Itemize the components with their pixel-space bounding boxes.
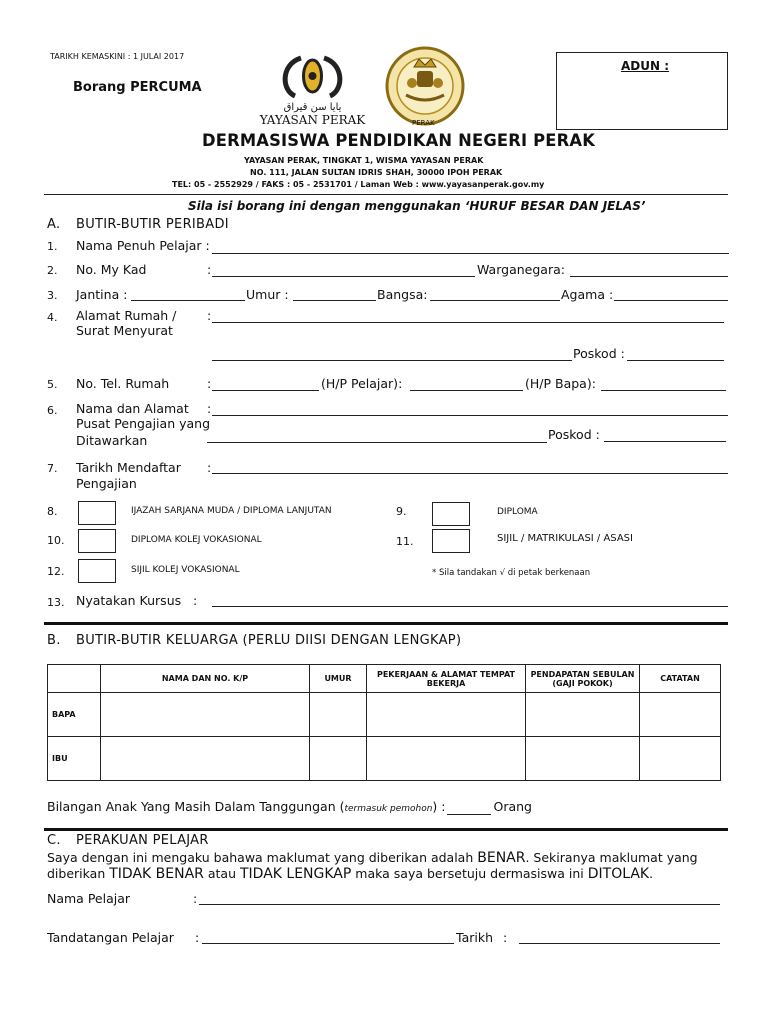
institution-field-2[interactable]	[207, 442, 547, 443]
institution-field-1[interactable]	[212, 415, 728, 416]
colon: :	[207, 262, 212, 277]
signature-label: Tandatangan Pelajar	[47, 930, 174, 945]
age-field[interactable]	[293, 300, 376, 301]
address-label-2: Surat Menyurat	[76, 323, 173, 338]
section-c-letter: C.	[47, 833, 61, 848]
age-label: Umur :	[246, 287, 289, 302]
yayasan-perak-logo	[255, 52, 370, 126]
colon: :	[193, 593, 198, 608]
address-line-2: NO. 111, JALAN SULTAN IDRIS SHAH, 30000 IPOH PERAK	[250, 168, 503, 177]
address-line-1: YAYASAN PERAK, TINGKAT 1, WISMA YAYASAN PERAK	[244, 156, 484, 165]
colon: :	[207, 308, 212, 323]
item-number: 6.	[47, 404, 58, 417]
register-date-label-2: Pengajian	[76, 476, 137, 491]
section-a-letter: A.	[47, 217, 61, 232]
option-sijil-kv-label: SIJIL KOLEJ VOKASIONAL	[131, 565, 240, 575]
mother-income-cell[interactable]	[526, 737, 640, 781]
father-name-cell[interactable]	[101, 693, 310, 737]
table-row	[48, 693, 721, 737]
father-hp-field[interactable]	[601, 390, 726, 391]
father-age-cell[interactable]	[310, 693, 367, 737]
citizenship-field[interactable]	[570, 276, 728, 277]
item-number: 3.	[47, 289, 58, 302]
religion-field[interactable]	[614, 300, 728, 301]
contact-line: TEL: 05 - 2552929 / FAKS : 05 - 2531701 / Laman Web : www.yayasanperak.gov.my	[172, 180, 545, 189]
dependents-field[interactable]	[447, 799, 491, 815]
institution-label: Nama dan Alamat	[76, 401, 189, 416]
table-header-row	[48, 665, 721, 693]
item-number: 8.	[47, 505, 58, 518]
mother-occupation-cell[interactable]	[367, 737, 526, 781]
declaration-emphasis: DITOLAK	[587, 866, 650, 882]
form-title: DERMASISWA PENDIDIKAN NEGERI PERAK	[202, 131, 596, 151]
table-header: NAMA DAN NO. K/P	[101, 665, 310, 693]
section-divider	[44, 622, 728, 625]
home-phone-label: No. Tel. Rumah	[76, 376, 170, 391]
item-number: 13.	[47, 596, 65, 609]
family-table	[47, 664, 721, 781]
update-date: TARIKH KEMASKINI : 1 JULAI 2017	[50, 52, 185, 61]
dependents-colon: ) :	[432, 799, 446, 814]
student-name-label: Nama Pelajar	[47, 891, 131, 906]
crest-caption: PERAK	[412, 119, 435, 127]
address-field-2[interactable]	[212, 360, 572, 361]
option-diploma-label: DIPLOMA	[497, 507, 538, 517]
tick-note: * Sila tandakan √ di petak berkenaan	[432, 568, 591, 578]
colon: :	[207, 460, 212, 475]
race-label: Bangsa:	[377, 287, 428, 302]
father-occupation-cell[interactable]	[367, 693, 526, 737]
race-field[interactable]	[430, 300, 560, 301]
mother-name-cell[interactable]	[101, 737, 310, 781]
declaration-emphasis: TIDAK LENGKAP	[239, 866, 352, 882]
checkbox-diploma-kv[interactable]	[78, 529, 116, 553]
header-divider	[44, 194, 728, 195]
course-field[interactable]	[212, 606, 728, 607]
date-field[interactable]	[519, 943, 720, 944]
item-number: 10.	[47, 534, 65, 547]
postcode-label: Poskod :	[573, 346, 625, 361]
home-phone-field[interactable]	[212, 390, 319, 391]
colon: :	[503, 930, 508, 945]
item-number: 2.	[47, 264, 58, 277]
mykad-field[interactable]	[212, 276, 475, 277]
section-c-title: PERAKUAN PELAJAR	[76, 833, 209, 848]
declaration-text: Saya dengan ini mengaku bahawa maklumat yang diberikan adalah	[47, 850, 478, 865]
section-a-title: BUTIR-BUTIR PERIBADI	[76, 217, 229, 232]
perak-crest-icon	[384, 45, 466, 127]
gender-field[interactable]	[131, 300, 245, 301]
row-label-father: BAPA	[48, 693, 101, 737]
option-sijil-matrik-label: SIJIL / MATRIKULASI / ASASI	[497, 533, 633, 544]
logo-name: YAYASAN PERAK	[259, 113, 366, 127]
father-hp-label: (H/P Bapa):	[525, 376, 596, 391]
item-number: 11.	[396, 535, 414, 548]
declaration-emphasis: TIDAK BENAR	[109, 866, 204, 882]
colon: :	[207, 376, 212, 391]
full-name-field[interactable]	[212, 253, 729, 254]
section-divider	[44, 828, 728, 831]
signature-field[interactable]	[202, 943, 454, 944]
item-number: 4.	[47, 311, 58, 324]
declaration-emphasis: BENAR	[477, 850, 526, 866]
register-date-label: Tarikh Mendaftar	[76, 460, 181, 475]
colon: :	[207, 401, 212, 416]
father-income-cell[interactable]	[526, 693, 640, 737]
declaration-text: diberikan	[47, 866, 110, 881]
adun-box	[556, 52, 728, 130]
course-label: Nyatakan Kursus	[76, 593, 182, 608]
option-diploma-kv-label: DIPLOMA KOLEJ VOKASIONAL	[131, 535, 262, 545]
declaration-text: atau	[203, 866, 240, 881]
instruction-text: Sila isi borang ini dengan menggunakan ‘HURUF BESAR DAN JELAS’	[188, 199, 646, 213]
colon: :	[195, 930, 200, 945]
perak-crest	[384, 45, 466, 127]
item-number: 5.	[47, 378, 58, 391]
declaration-text: . Sekiranya maklumat yang	[525, 850, 698, 865]
table-header: CATATAN	[640, 665, 721, 693]
student-hp-label: (H/P Pelajar):	[321, 376, 403, 391]
full-name-label: Nama Penuh Pelajar :	[76, 238, 210, 253]
free-form-label: Borang PERCUMA	[73, 80, 202, 95]
checkbox-diploma[interactable]	[432, 502, 470, 526]
institution-label-2: Pusat Pengajian yang	[76, 416, 211, 431]
colon: :	[193, 891, 198, 906]
section-b-letter: B.	[47, 633, 61, 648]
item-number: 1.	[47, 240, 58, 253]
father-notes-cell[interactable]	[640, 693, 721, 737]
dependents-line	[47, 799, 532, 815]
row-label-mother: IBU	[48, 737, 101, 781]
declaration-text: .	[649, 866, 654, 881]
declaration-text: maka saya bersetuju dermasiswa ini	[351, 866, 588, 881]
logo-arabic-text: يايا سن قيراق	[283, 102, 342, 113]
mykad-label: No. My Kad	[76, 262, 147, 277]
table-header	[48, 665, 101, 693]
institution-label-3: Ditawarkan	[76, 433, 148, 448]
religion-label: Agama :	[561, 287, 614, 302]
yayasan-emblem-icon	[255, 52, 370, 98]
institution-postcode-label: Poskod :	[548, 427, 600, 442]
item-number: 12.	[47, 565, 65, 578]
address-label: Alamat Rumah /	[76, 308, 177, 323]
institution-postcode-field[interactable]	[604, 441, 726, 442]
address-field-1[interactable]	[212, 322, 724, 323]
gender-label: Jantina :	[76, 287, 128, 302]
register-date-field[interactable]	[212, 473, 728, 474]
declaration-line-2	[47, 866, 653, 882]
student-name-field[interactable]	[199, 904, 720, 905]
table-header: PENDAPATAN SEBULAN (GAJI POKOK)	[526, 665, 640, 693]
option-ijazah-label: IJAZAH SARJANA MUDA / DIPLOMA LANJUTAN	[131, 506, 332, 516]
mother-age-cell[interactable]	[310, 737, 367, 781]
item-number: 7.	[47, 462, 58, 475]
citizenship-label: Warganegara:	[477, 262, 565, 277]
declaration-line-1	[47, 850, 698, 866]
dependents-label: Bilangan Anak Yang Masih Dalam Tanggungan (	[47, 799, 345, 814]
student-hp-field[interactable]	[410, 390, 523, 391]
section-b-title: BUTIR-BUTIR KELUARGA (PERLU DIISI DENGAN LENGKAP)	[76, 633, 462, 648]
dependents-unit: Orang	[493, 799, 532, 814]
table-row	[48, 737, 721, 781]
postcode-field[interactable]	[627, 360, 724, 361]
adun-label: ADUN :	[621, 59, 670, 73]
date-label: Tarikh	[456, 930, 493, 945]
dependents-note: termasuk pemohon	[344, 804, 433, 814]
item-number: 9.	[396, 505, 407, 518]
checkbox-sijil-kv[interactable]	[78, 559, 116, 583]
checkbox-ijazah[interactable]	[78, 501, 116, 525]
table-header: UMUR	[310, 665, 367, 693]
mother-notes-cell[interactable]	[640, 737, 721, 781]
table-header: PEKERJAAN & ALAMAT TEMPAT BEKERJA	[367, 665, 526, 693]
checkbox-sijil-matrik[interactable]	[432, 529, 470, 553]
